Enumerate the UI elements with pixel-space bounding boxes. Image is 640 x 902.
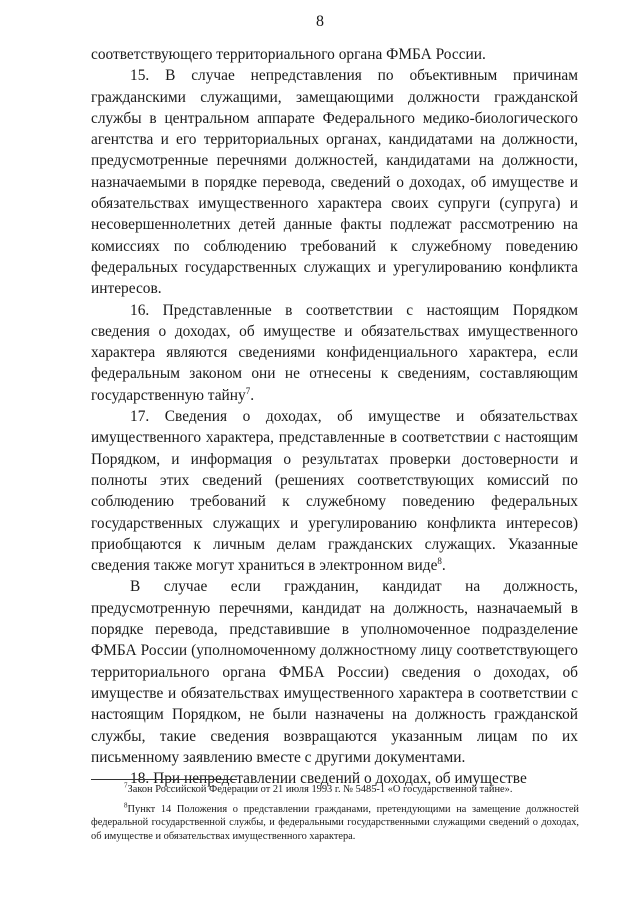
document-body (91, 44, 578, 789)
paragraph-15 (91, 65, 578, 299)
footnote-text: Закон Российской Федерации от 21 июля 1993 г. № 5485-1 «О государственной тайне». (127, 784, 513, 795)
paragraph-text: 16. Представленные в соответствии с настоящим Порядком сведения о доходах, об имуществе и обязательствах имущественного характера являются сведениями конфиденциального характера, если федеральным законом они не отнесены к сведениям, составляющим государственную тайну (91, 301, 578, 404)
paragraph-16 (91, 300, 578, 406)
footnotes (91, 783, 579, 843)
paragraph-17-continued (91, 576, 578, 768)
paragraph-text: 15. В случае непредставления по объективным причинам гражданскими служащими, замещающими должности гражданской службы в центральном аппарате Федерального медико-биологического агентства и его территориальных органах, кандидатами на должности, предусмотренные перечнями должностей, кандидатами на должности, назначаемыми в порядке перевода, сведений о доходах, об имуществе и обязательствах имущественного характера своих супруги (супруга) и несовершеннолетних детей данные факты подлежат рассмотрению на комиссиях по соблюдению требований к служебному поведению федеральных государственных служащих и урегулированию конфликта интересов. (91, 67, 578, 298)
page-number: 8 (316, 13, 324, 30)
footnote-8 (91, 803, 579, 844)
footnote-text: Пункт 14 Положения о представлении гражданами, претендующими на замещение должностей федеральной государственной службы, и федеральными государственными служащими сведений о доходах, об имуществе и обязательствах имущественного характера. (91, 803, 579, 842)
footnote-ref-8: 8 (437, 556, 442, 566)
paragraph-text: соответствующего территориального органа ФМБА России. (91, 46, 486, 63)
paragraph-17 (91, 406, 578, 576)
footnote-mark: 7 (124, 781, 128, 790)
footnote-mark: 8 (124, 801, 128, 810)
paragraph-text: 17. Сведения о доходах, об имуществе и обязательствах имущественного характера, представленные в соответствии с настоящим Порядком, и информация о результатах проверки достоверности и полноты этих сведений (решениях соответствующих комиссий по соблюдению требований к служебному поведению федеральных государственных служащих и урегулированию конфликта интересов) приобщаются к личным делам гражданских служащих. Указанные сведения также могут храниться в электронном виде (91, 408, 578, 575)
footnote-7 (91, 783, 579, 797)
paragraph-text: В случае если гражданин, кандидат на должность, предусмотренную перечнями, кандидат на должность, назначаемый в порядке перевода, представившие в уполномоченное подразделение ФМБА России (уполномоченному должностному лицу соответствующего территориального органа ФМБА России) сведения о доходах, об имуществе и обязательствах имущественного характера в соответствии с настоящим Порядком, не были назначены на должность гражданской службы, такие сведения возвращаются указанным лицам по их письменному заявлению вместе с другими документами. (91, 578, 578, 766)
paragraph-text: 18. При непредставлении сведений о доходах, об имуществе (130, 770, 527, 788)
footnote-ref-7: 7 (245, 385, 251, 396)
paragraph-continuation (91, 44, 578, 65)
paragraph-tail: . (250, 386, 255, 404)
footnote-separator (91, 779, 237, 780)
paragraph-tail: . (441, 557, 446, 575)
